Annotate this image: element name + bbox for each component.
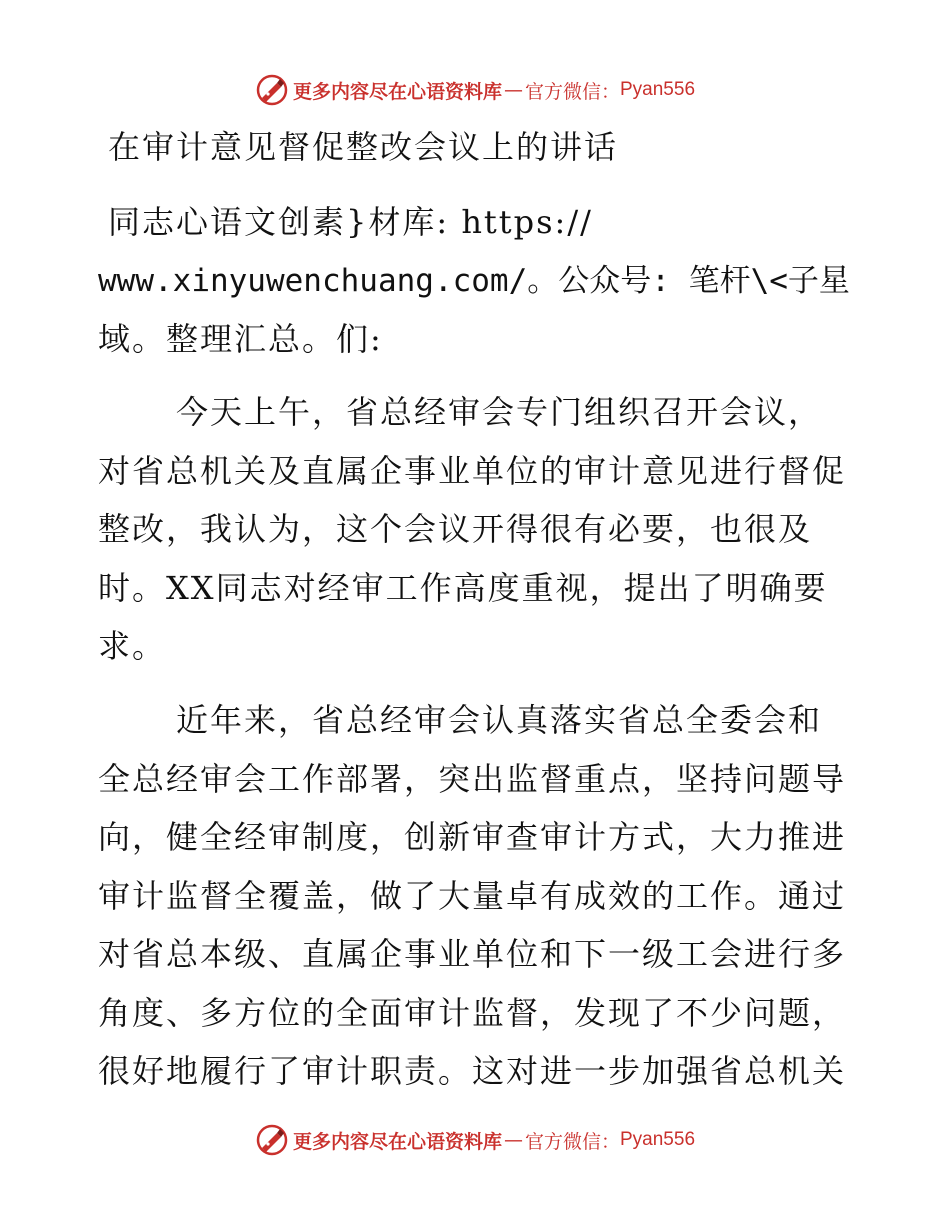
watermark-text: 更多内容尽在心语资料库 xyxy=(292,1130,502,1153)
salutation-line: www.xinyuwenchuang.com/。公众号: 笔杆\<子星 xyxy=(98,263,850,299)
paragraph-line: 今天上午，省总经审会专门组织召开会议， xyxy=(176,393,823,431)
paragraph-line: 求。 xyxy=(98,627,167,665)
paragraph-line: 审计监督全覆盖，做了大量卓有成效的工作。通过 xyxy=(98,877,847,915)
watermark-separator: — xyxy=(503,1129,523,1151)
document-title: 在审计意见督促整改会议上的讲话 xyxy=(108,128,619,166)
paragraph-line: 全总经审会工作部署，突出监督重点，坚持问题导 xyxy=(98,760,847,798)
pen-nib-logo-icon xyxy=(255,73,289,107)
pen-nib-logo-icon xyxy=(255,1123,289,1157)
watermark-wechat-label: 官方微信： xyxy=(524,80,620,103)
salutation-line: 域。整理汇总。们: xyxy=(98,320,383,358)
watermark-wechat-id: Pyan556 xyxy=(620,79,696,100)
watermark-text: 更多内容尽在心语资料库 xyxy=(292,80,502,103)
footer-watermark xyxy=(0,1120,950,1160)
paragraph-line: 向，健全经审制度，创新审查审计方式，大力推进 xyxy=(98,818,847,856)
header-watermark xyxy=(0,70,950,110)
paragraph-line: 对省总机关及直属企事业单位的审计意见进行督促 xyxy=(98,452,847,490)
paragraph-line: 对省总本级、直属企事业单位和下一级工会进行多 xyxy=(98,935,847,973)
paragraph-line: 近年来，省总经审会认真落实省总全委会和 xyxy=(176,701,823,739)
paragraph-line: 很好地履行了审计职责。这对进一步加强省总机关 xyxy=(98,1052,847,1090)
paragraph-line: 角度、多方位的全面审计监督，发现了不少问题， xyxy=(98,994,847,1032)
paragraph-line: 时。XX同志对经审工作高度重视，提出了明确要 xyxy=(98,569,828,607)
watermark-separator: — xyxy=(503,79,523,101)
watermark-wechat-label: 官方微信： xyxy=(524,1130,620,1153)
watermark-wechat-id: Pyan556 xyxy=(620,1129,696,1150)
paragraph-line: 整改，我认为，这个会议开得很有必要，也很及 xyxy=(98,510,813,548)
salutation-line: 同志心语文创素}材库: https:// xyxy=(108,203,593,241)
